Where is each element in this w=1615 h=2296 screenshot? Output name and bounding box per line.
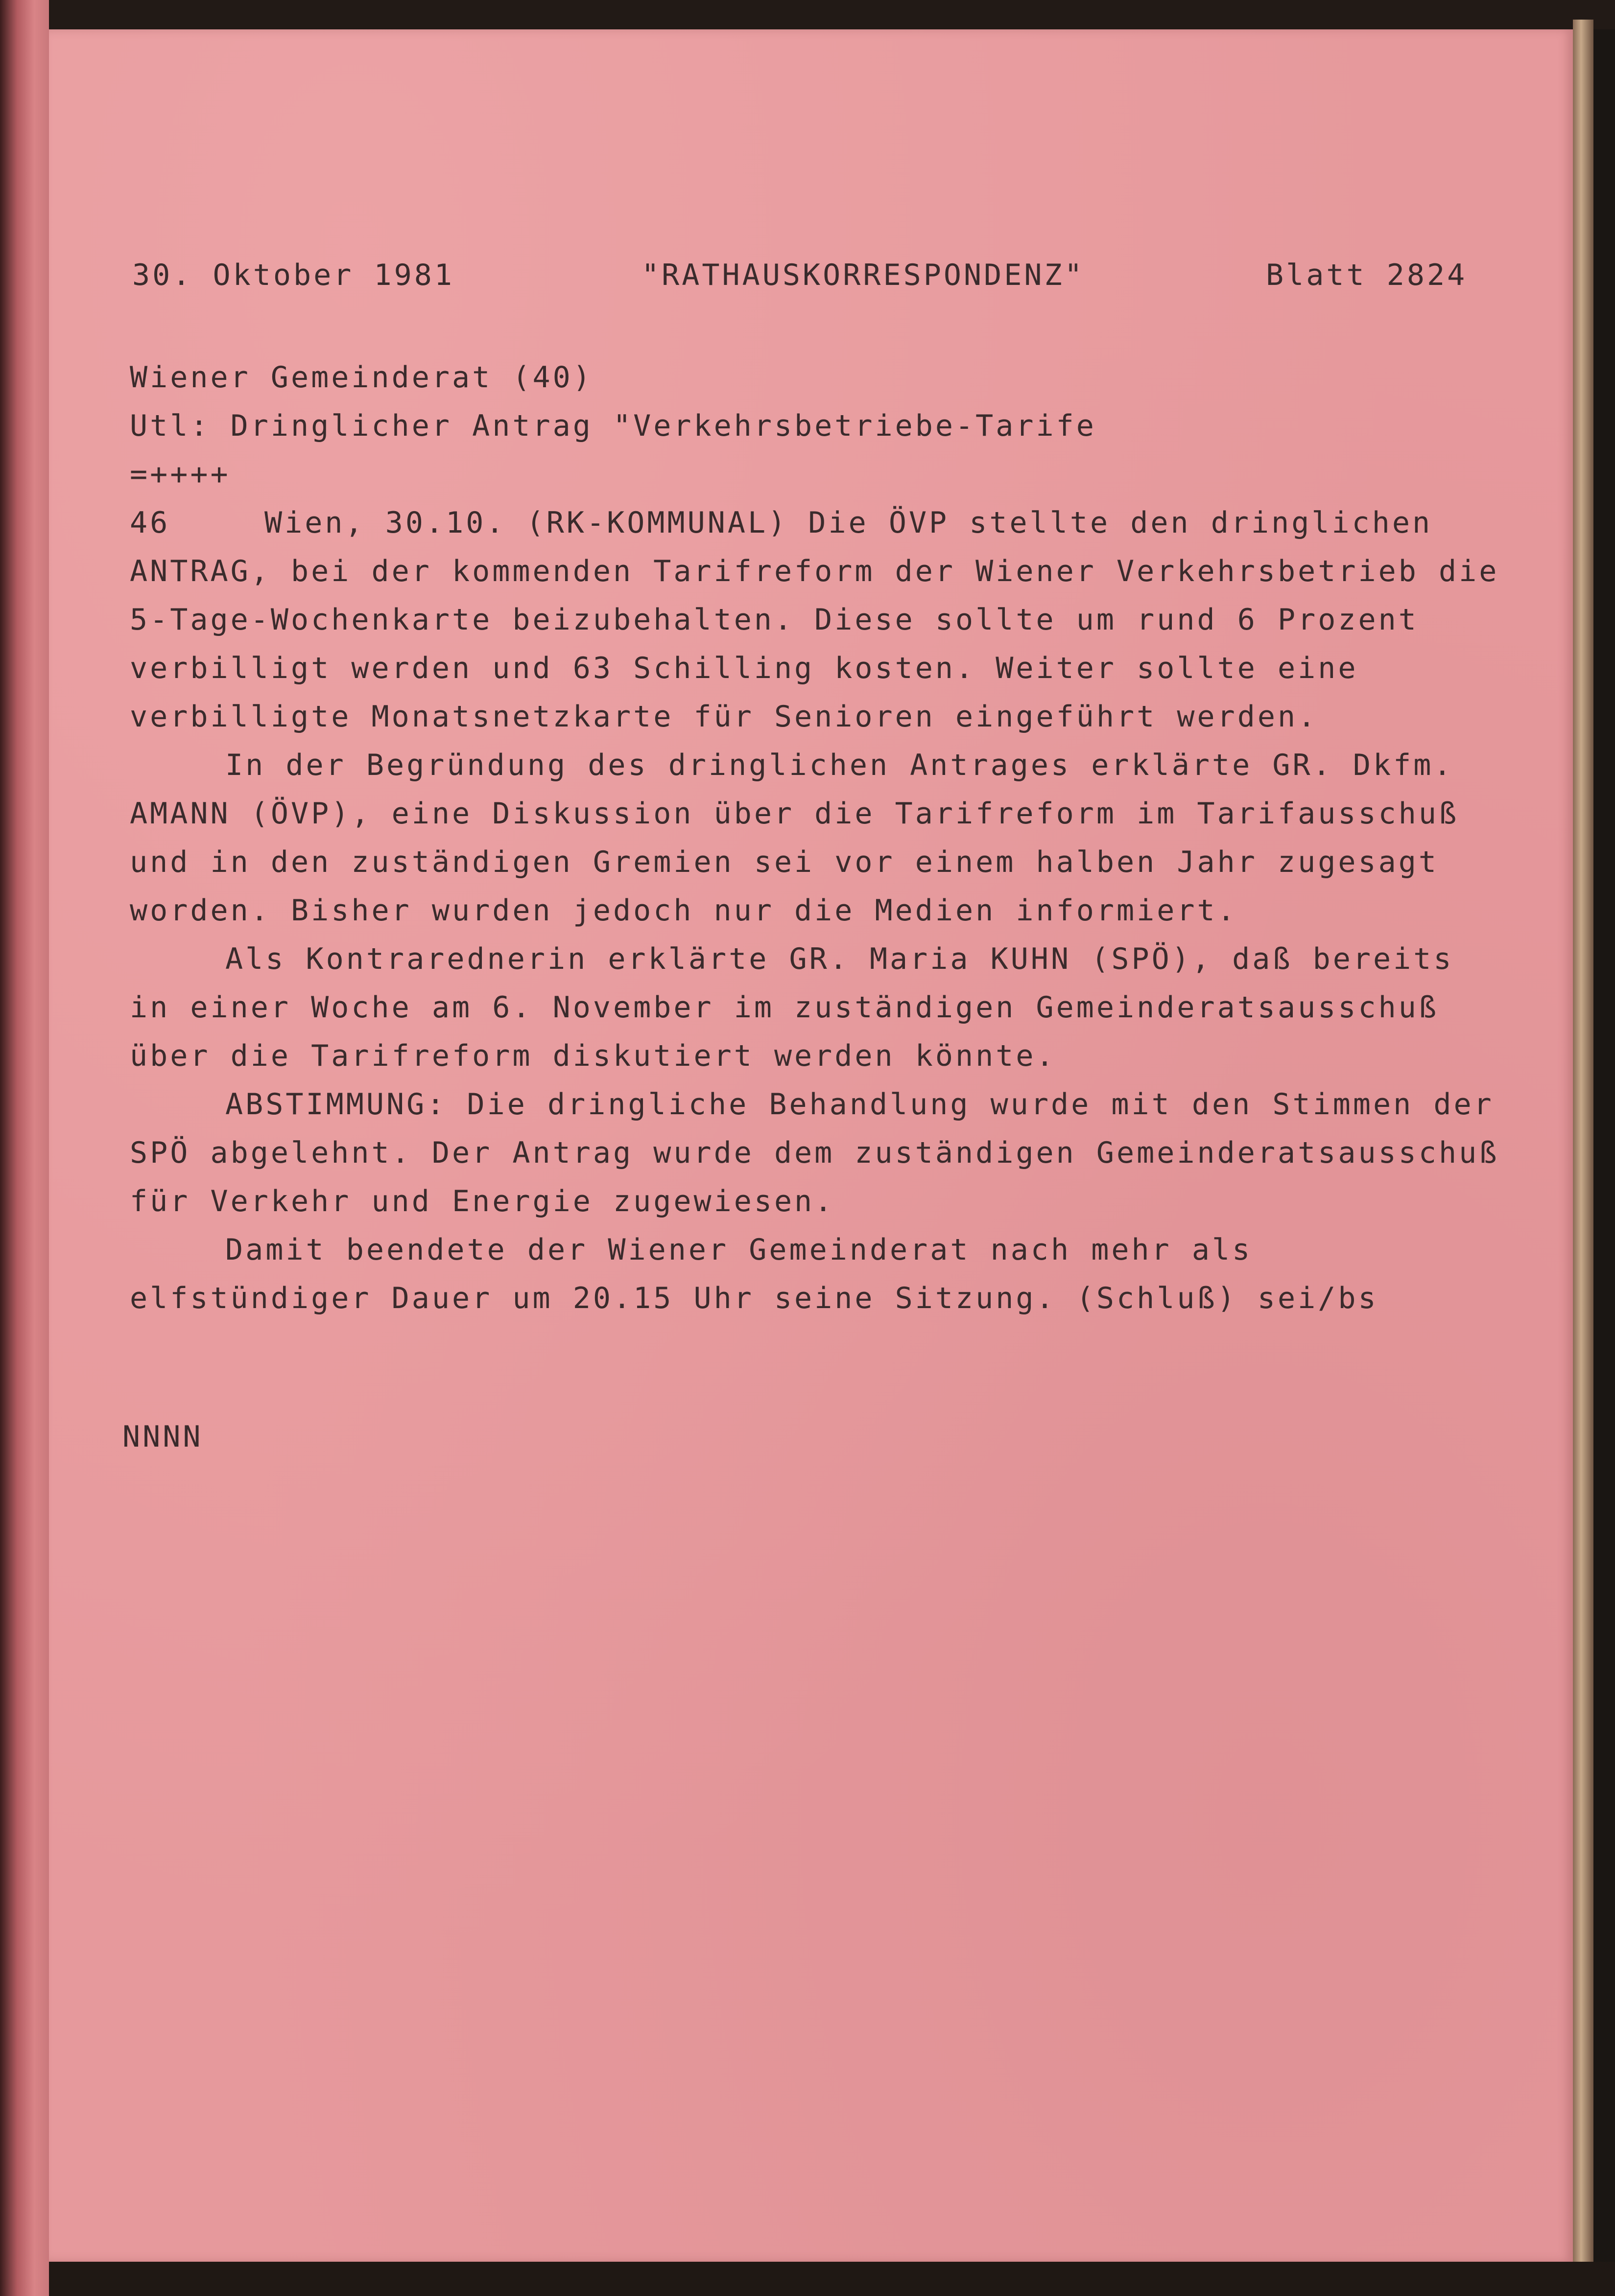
text-line: In der Begründung des dringlichen Antrages erklärte GR. Dkfm. (225, 748, 1454, 782)
article-subtitle: Utl: Dringlicher Antrag "Verkehrsbetriebe-Tarife (130, 409, 1096, 443)
text-line: worden. Bisher wurden jedoch nur die Medien informiert. (130, 893, 1237, 928)
scan-border-bottom (49, 2262, 1615, 2296)
text-line: Als Kontrarednerin erklärte GR. Maria KUHN (SPÖ), daß bereits (225, 942, 1454, 976)
text-line-content: Wien, 30.10. (RK-KOMMUNAL) Die ÖVP stellte den dringlichen (264, 506, 1433, 540)
text-line: ANTRAG, bei der kommenden Tarifreform der Wiener Verkehrsbetrieb die (130, 554, 1499, 588)
article-body (130, 353, 1499, 1323)
separator-line: =++++ (130, 457, 231, 492)
page-edge-right (1573, 20, 1593, 2281)
text-line: verbilligt werden und 63 Schilling kosten. Weiter sollte eine (130, 651, 1358, 685)
text-line (130, 499, 1481, 547)
header-page-number: Blatt 2824 (1266, 258, 1468, 292)
text-line: Damit beendete der Wiener Gemeinderat nach mehr als (225, 1233, 1253, 1267)
binding-edge (0, 0, 49, 2296)
item-number: 46 (130, 506, 170, 540)
text-line: in einer Woche am 6. November im zuständigen Gemeinderatsausschuß (130, 990, 1439, 1025)
text-line: über die Tarifreform diskutiert werden könnte. (130, 1039, 1056, 1073)
scan-border-top (49, 0, 1615, 29)
text-line: 5-Tage-Wochenkarte beizubehalten. Diese sollte um rund 6 Prozent (130, 603, 1419, 637)
article-title: Wiener Gemeinderat (40) (130, 360, 593, 395)
header-publication: "RATHAUSKORRESPONDENZ" (641, 258, 1085, 292)
text-line: elfstündiger Dauer um 20.15 Uhr seine Sitzung. (Schluß) sei/bs (130, 1281, 1378, 1315)
text-line: verbilligte Monatsnetzkarte für Senioren eingeführt werden. (130, 700, 1318, 734)
text-line: und in den zuständigen Gremien sei vor einem halben Jahr zugesagt (130, 845, 1439, 879)
text-line: ABSTIMMUNG: Die dringliche Behandlung wurde mit den Stimmen der (225, 1087, 1494, 1122)
end-mark: NNNN (122, 1420, 203, 1454)
text-line: AMANN (ÖVP), eine Diskussion über die Tarifreform im Tarifausschuß (130, 797, 1459, 831)
text-line: SPÖ abgelehnt. Der Antrag wurde dem zuständigen Gemeinderatsausschuß (130, 1136, 1499, 1170)
header-date: 30. Oktober 1981 (132, 258, 454, 292)
text-line: für Verkehr und Energie zugewiesen. (130, 1184, 835, 1218)
